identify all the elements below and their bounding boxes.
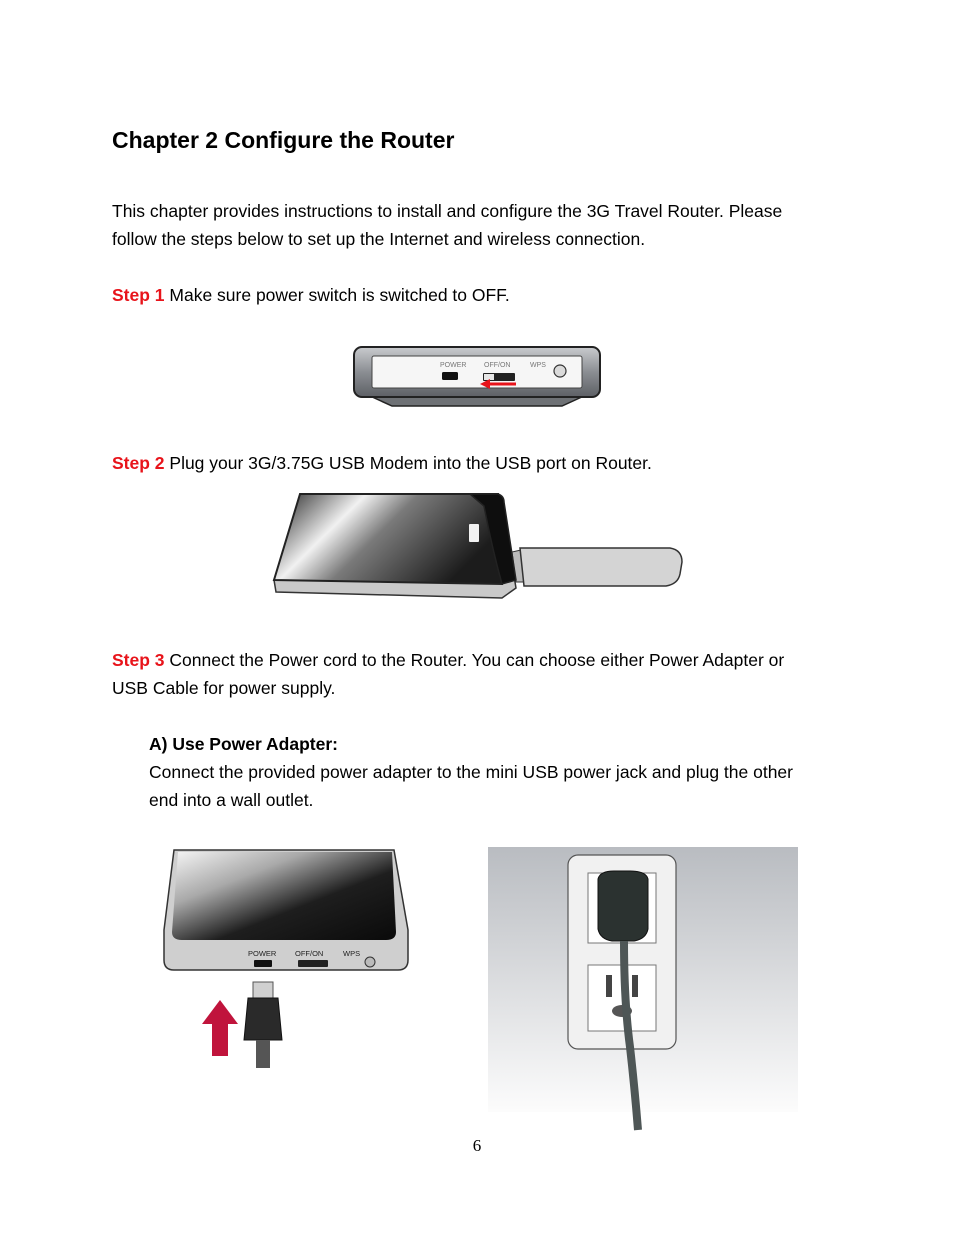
intro-line-1: This chapter provides instructions to install and configure the 3G Travel Router. Please bbox=[112, 201, 783, 221]
step-3-paragraph bbox=[112, 646, 784, 702]
step-2-text: Plug your 3G/3.75G USB Modem into the USB port on Router. bbox=[164, 453, 652, 473]
substep-a-paragraph bbox=[149, 730, 793, 814]
router-switch-figure bbox=[352, 344, 602, 412]
chapter-title: Chapter 2 Configure the Router bbox=[112, 127, 455, 153]
step-1-label: Step 1 bbox=[112, 285, 165, 305]
red-arrow-up-icon bbox=[202, 1000, 238, 1056]
jack-label-wps: WPS bbox=[343, 949, 361, 958]
step-1-paragraph bbox=[112, 281, 510, 309]
panel-label-switch: OFF/ON bbox=[484, 362, 511, 369]
panel-label-power: POWER bbox=[440, 362, 467, 369]
substep-a-line-2: end into a wall outlet. bbox=[149, 790, 314, 810]
router-usb-modem-figure bbox=[270, 488, 685, 600]
intro-paragraph bbox=[112, 197, 782, 253]
step-2-paragraph bbox=[112, 449, 652, 477]
page-number: 6 bbox=[472, 1136, 482, 1155]
step-3-text-line-2: USB Cable for power supply. bbox=[112, 678, 336, 698]
step-1-text: Make sure power switch is switched to OFF. bbox=[164, 285, 510, 305]
power-jack-figure bbox=[162, 850, 410, 1075]
jack-label-power: POWER bbox=[248, 949, 277, 958]
wall-outlet-figure bbox=[488, 847, 798, 1130]
power-jack-icon bbox=[254, 960, 272, 967]
intro-line-2: follow the steps below to set up the Internet and wireless connection. bbox=[112, 229, 646, 249]
substep-a-line-1: Connect the provided power adapter to the mini USB power jack and plug the other bbox=[149, 762, 793, 782]
wps-button-icon bbox=[554, 365, 566, 377]
step-3-label: Step 3 bbox=[112, 650, 165, 670]
step-3-text: Connect the Power cord to the Router. You can choose either Power Adapter or bbox=[164, 650, 785, 670]
mini-usb-plug-icon bbox=[244, 982, 282, 1068]
usb-modem-icon bbox=[512, 548, 682, 586]
jack-label-switch: OFF/ON bbox=[295, 949, 324, 958]
panel-label-wps: WPS bbox=[530, 362, 546, 369]
substep-a-heading: A) Use Power Adapter: bbox=[149, 734, 338, 754]
step-2-label: Step 2 bbox=[112, 453, 165, 473]
mini-usb-port-icon bbox=[442, 372, 458, 380]
